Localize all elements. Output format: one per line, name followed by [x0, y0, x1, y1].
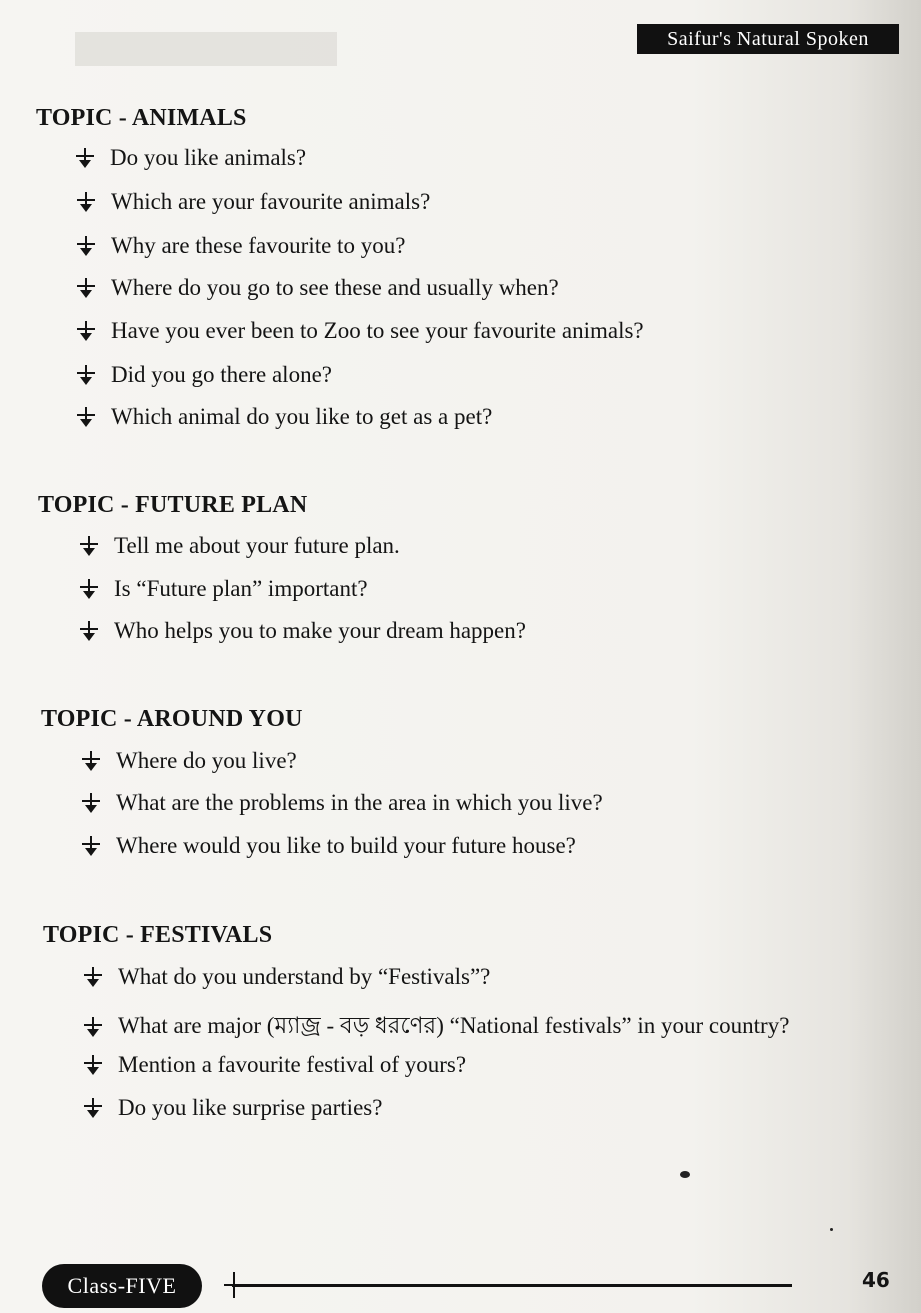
down-arrow-bullet-icon — [80, 579, 98, 599]
class-label-pill: Class-FIVE — [42, 1264, 202, 1308]
down-arrow-bullet-icon — [77, 192, 95, 212]
topic-title-festivals: TOPIC - FESTIVALS — [43, 922, 273, 948]
footer-rule — [232, 1284, 792, 1287]
book-title-tab: Saifur's Natural Spoken — [637, 24, 899, 54]
question-text: Mention a favourite festival of yours? — [118, 1052, 467, 1077]
question-item — [84, 1007, 789, 1046]
question-item — [77, 318, 644, 344]
question-item — [77, 362, 332, 388]
question-item — [77, 189, 430, 215]
ink-speck — [830, 1228, 833, 1231]
down-arrow-bullet-icon — [80, 621, 98, 641]
question-text: Tell me about your future plan. — [114, 533, 400, 558]
topic-title-future-plan: TOPIC - FUTURE PLAN — [38, 492, 308, 518]
question-text: Which animal do you like to get as a pet? — [111, 404, 493, 429]
question-text: Where would you like to build your future house? — [116, 833, 576, 858]
question-text: Do you like animals? — [110, 145, 307, 170]
down-arrow-bullet-icon — [77, 278, 95, 298]
down-arrow-bullet-icon — [84, 1055, 102, 1075]
question-text: Do you like surprise parties? — [118, 1095, 383, 1120]
down-arrow-bullet-icon — [77, 407, 95, 427]
ink-speck — [680, 1171, 690, 1178]
down-arrow-bullet-icon — [82, 836, 100, 856]
question-item — [80, 576, 368, 602]
bleed-through-box — [75, 32, 337, 66]
down-arrow-bullet-icon — [76, 148, 94, 168]
question-item — [82, 790, 603, 816]
question-item — [84, 1052, 466, 1078]
topic-title-around-you: TOPIC - AROUND YOU — [41, 706, 303, 732]
topic-title-animals: TOPIC - ANIMALS — [36, 105, 247, 131]
down-arrow-bullet-icon — [77, 321, 95, 341]
question-text: Did you go there alone? — [111, 362, 332, 387]
question-item — [82, 748, 297, 774]
down-arrow-bullet-icon — [84, 1017, 102, 1037]
question-text: Which are your favourite animals? — [111, 189, 431, 214]
down-arrow-bullet-icon — [80, 536, 98, 556]
down-arrow-bullet-icon — [77, 365, 95, 385]
down-arrow-bullet-icon — [82, 751, 100, 771]
down-arrow-bullet-icon — [84, 1098, 102, 1118]
question-text: What are the problems in the area in which you live? — [116, 790, 603, 815]
question-item — [80, 533, 400, 559]
question-text: Where do you go to see these and usually when? — [111, 275, 559, 300]
question-item — [84, 1095, 382, 1121]
down-arrow-bullet-icon — [84, 967, 102, 987]
page-number: 46 — [862, 1268, 890, 1292]
question-item — [84, 964, 490, 990]
question-text: Have you ever been to Zoo to see your favourite animals? — [111, 318, 644, 343]
question-item — [77, 404, 492, 430]
question-text: What are major (ম্যাজ্র - বড় ধরণের) “National festivals” in your country? — [118, 1013, 790, 1038]
question-item — [76, 145, 306, 171]
question-text: Who helps you to make your dream happen? — [114, 618, 526, 643]
down-arrow-bullet-icon — [77, 236, 95, 256]
question-text: Why are these favourite to you? — [111, 233, 406, 258]
question-text: Where do you live? — [116, 748, 297, 773]
down-arrow-bullet-icon — [82, 793, 100, 813]
question-item — [77, 233, 405, 259]
question-item — [77, 275, 559, 301]
question-text: Is “Future plan” important? — [114, 576, 368, 601]
question-item — [80, 618, 526, 644]
question-text: What do you understand by “Festivals”? — [118, 964, 491, 989]
question-item — [82, 833, 576, 859]
